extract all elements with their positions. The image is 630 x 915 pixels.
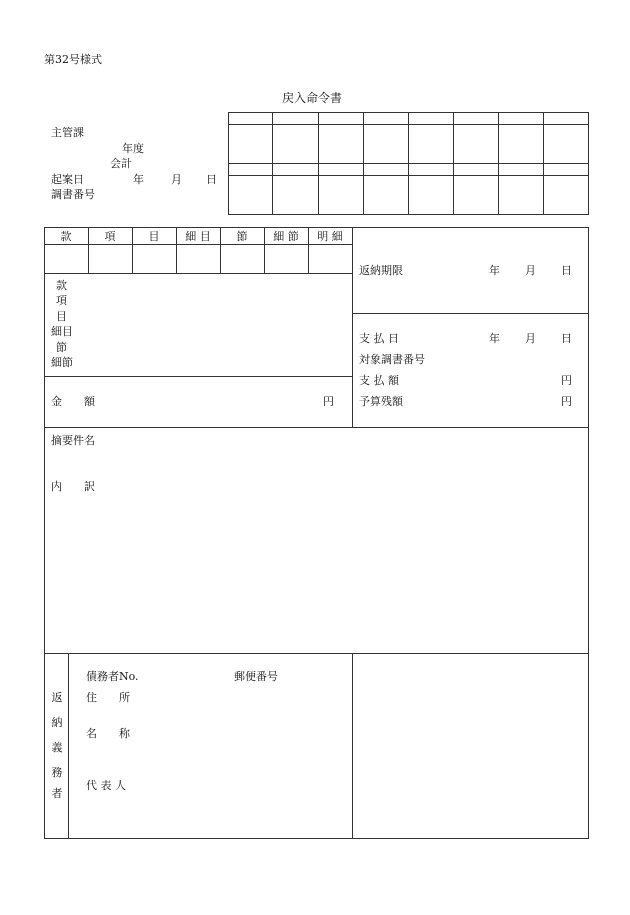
label-saimoku: 細目 xyxy=(51,325,73,338)
col-saimoku: 細 目 xyxy=(185,230,211,243)
subject-label: 摘要件名 xyxy=(51,434,95,447)
deadline-year: 年 xyxy=(489,264,500,277)
budget-balance-label: 予算残額 xyxy=(359,395,403,408)
amount-label: 金 額 xyxy=(51,395,95,408)
postal-code-label: 郵便番号 xyxy=(234,670,278,683)
document-title: 戻入命令書 xyxy=(282,91,343,105)
debtor-title-char-3: 義 xyxy=(51,741,63,754)
label-kou: 項 xyxy=(56,294,67,307)
department-label: 主管課 xyxy=(51,126,84,139)
col-moku: 目 xyxy=(148,230,160,243)
payment-year: 年 xyxy=(489,332,500,345)
representative-label: 代 表 人 xyxy=(86,779,126,792)
payment-amount-unit: 円 xyxy=(561,374,572,387)
col-kou: 項 xyxy=(104,230,116,243)
debtor-title-char-5: 者 xyxy=(51,787,63,800)
col-kan: 款 xyxy=(60,230,72,243)
deadline-month: 月 xyxy=(525,264,536,277)
debtor-title-char-1: 返 xyxy=(51,691,63,704)
debtor-title-char-2: 納 xyxy=(51,716,63,729)
return-deadline-label: 返納期限 xyxy=(359,264,403,277)
payment-date-label: 支 払 日 xyxy=(359,332,399,345)
address-label: 住 所 xyxy=(86,691,130,704)
col-meisai: 明 細 xyxy=(317,230,343,243)
label-moku: 目 xyxy=(56,310,67,323)
label-kan: 款 xyxy=(56,279,67,292)
draft-month-label: 月 xyxy=(171,173,182,186)
amount-unit: 円 xyxy=(323,395,334,408)
document-number-label: 調書番号 xyxy=(51,188,95,201)
target-document-number-label: 対象調書番号 xyxy=(359,353,425,366)
label-saisetsu: 細節 xyxy=(51,356,73,369)
fiscal-year-label: 年度 xyxy=(122,142,144,155)
payment-day: 日 xyxy=(561,332,572,345)
payment-amount-label: 支 払 額 xyxy=(359,374,399,387)
form-number: 第32号様式 xyxy=(44,53,102,66)
account-label: 会計 xyxy=(110,157,132,170)
breakdown-label: 内 訳 xyxy=(51,480,95,493)
debtor-no-label: 債務者No. xyxy=(86,670,139,683)
payment-month: 月 xyxy=(525,332,536,345)
draft-year-label: 年 xyxy=(133,173,144,186)
label-setsu: 節 xyxy=(56,341,67,354)
budget-balance-unit: 円 xyxy=(561,395,572,408)
draft-date-label: 起案日 xyxy=(51,173,84,186)
debtor-title-char-4: 務 xyxy=(51,766,63,779)
col-setsu: 節 xyxy=(236,230,248,243)
draft-day-label: 日 xyxy=(206,173,217,186)
name-label: 名 称 xyxy=(86,727,130,740)
deadline-day: 日 xyxy=(561,264,572,277)
col-saisetsu: 細 節 xyxy=(273,230,299,243)
